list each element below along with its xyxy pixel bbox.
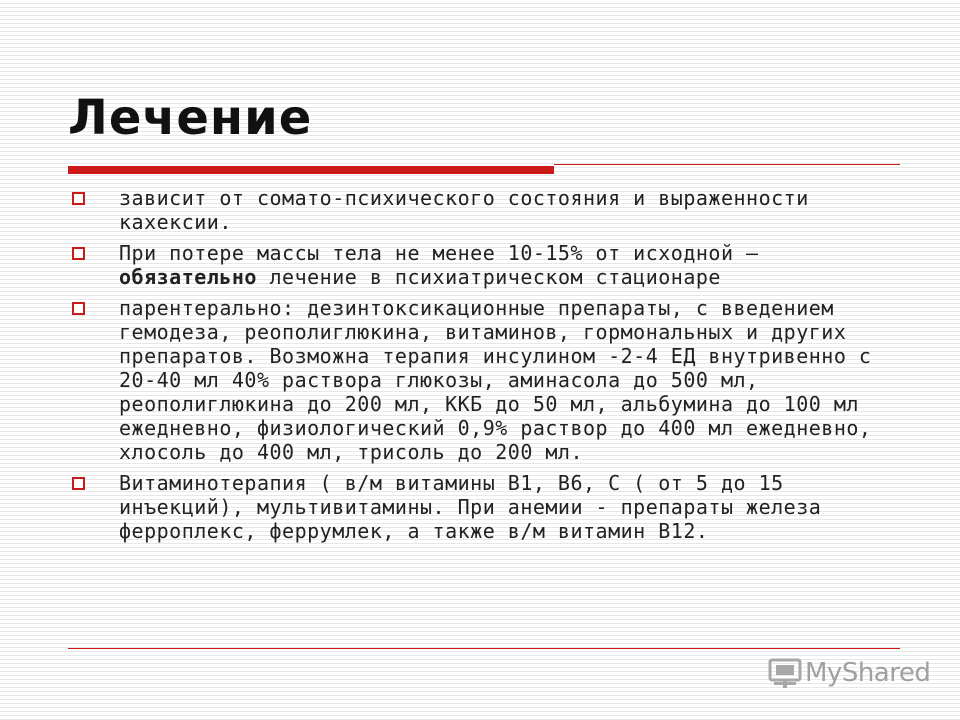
watermark-text: MyShared bbox=[805, 658, 931, 688]
footer-rule bbox=[68, 648, 900, 649]
bullet-text bbox=[119, 471, 882, 543]
square-bullet-icon bbox=[72, 477, 85, 490]
bullet-text-run: зависит от сомато-психического состояния и выраженности кахексии. bbox=[119, 186, 809, 234]
slide-title: Лечение bbox=[68, 90, 313, 146]
bullet-item bbox=[72, 241, 882, 289]
bullet-list bbox=[72, 186, 882, 550]
presentation-board-icon bbox=[768, 656, 802, 690]
watermark bbox=[768, 656, 930, 690]
square-bullet-icon bbox=[72, 302, 85, 315]
bullet-text bbox=[119, 241, 882, 289]
bullet-text-run: При потере массы тела не менее 10-15% от исходной – bbox=[119, 241, 759, 265]
square-bullet-icon bbox=[72, 192, 85, 205]
title-underline-accent bbox=[68, 166, 554, 174]
bullet-text-run: лечение в психиатрическом стационаре bbox=[256, 265, 721, 289]
bullet-text bbox=[119, 296, 882, 464]
bullet-item bbox=[72, 471, 882, 543]
bullet-text-emphasis: обязательно bbox=[119, 265, 257, 289]
bullet-item bbox=[72, 186, 882, 234]
bullet-text-run: Витаминотерапия ( в/м витамины В1, В6, С ( от 5 до 15 инъекций), мультивитамины. При анемии - препараты железа ферроплекс, феррумлек, а также в/м витамин В12. bbox=[119, 471, 822, 543]
bullet-text bbox=[119, 186, 882, 234]
bullet-text-run: парентерально: дезинтоксикационные препараты, с введением гемодеза, реополиглюкина, витаминов, гормональных и других препаратов. Возможна терапия инсулином -2-4 ЕД внутривенно с 20-40 мл 40% раствора глюкозы, аминасола до 500 мл, реополиглюкина до 200 мл, ККБ до 50 мл, альбумина до 100 мл ежедневно, физиологический 0,9% раствор до 400 мл ежедневно, хлосоль до 400 мл, трисоль до 200 мл. bbox=[119, 296, 872, 464]
square-bullet-icon bbox=[72, 247, 85, 260]
title-underline-thin bbox=[554, 164, 900, 165]
bullet-item bbox=[72, 296, 882, 464]
